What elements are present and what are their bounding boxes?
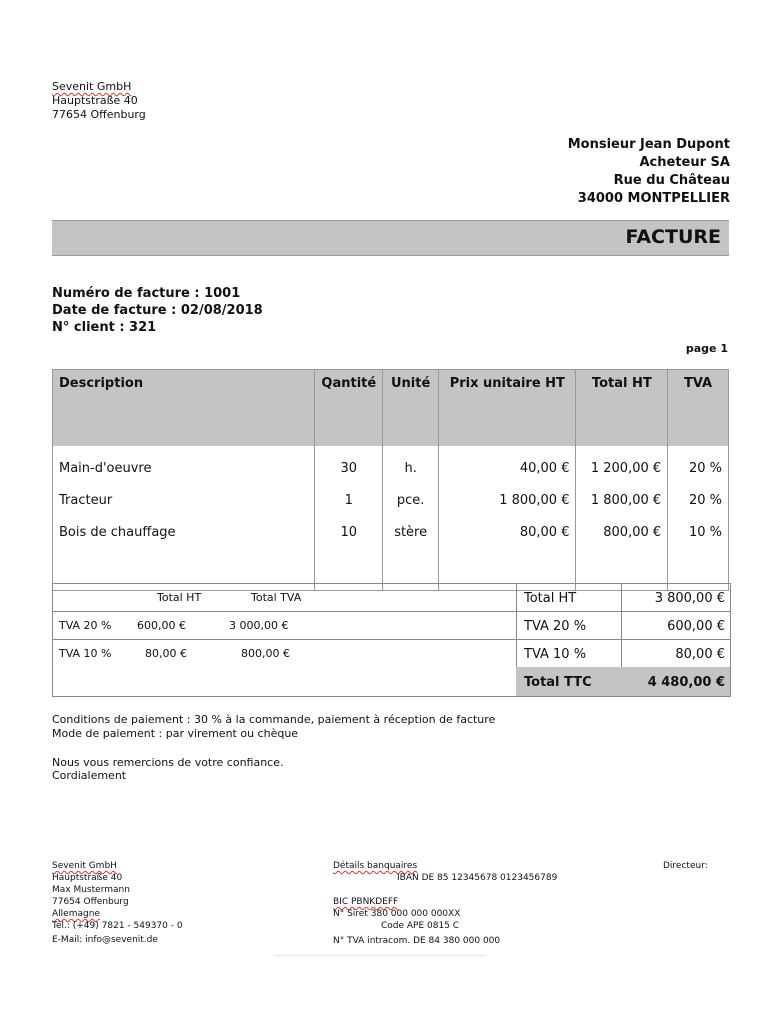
totals-divider (53, 611, 730, 612)
vat-row-total-ht: 80,00 € (145, 647, 187, 660)
summary-ttc-label: Total TTC (524, 675, 592, 690)
cell-unit-price: 1 800,00 € (439, 484, 576, 516)
cell-unit-price: 80,00 € (439, 516, 576, 548)
footer-rule (274, 955, 486, 956)
summary-tva10-label: TVA 10 % (524, 647, 587, 662)
invoice-meta (52, 285, 263, 336)
footer-bank-title: Détails banquaires (333, 861, 418, 871)
recipient-company: Acheteur SA (639, 155, 730, 170)
footer-street: Hauptstraße 40 (52, 873, 123, 883)
summary-tva10-value: 80,00 € (675, 647, 725, 662)
vat-row-total-ht: 600,00 € (137, 619, 186, 632)
footer-company: Sevenit GmbH (52, 861, 117, 871)
vat-row-label: TVA 20 % (59, 619, 112, 632)
table-row (53, 446, 729, 484)
footer-director (663, 860, 708, 872)
payment-terms: Conditions de paiement : 30 % à la commande, paiement à réception de facture (52, 713, 496, 726)
invoice-number: Numéro de facture : 1001 (52, 286, 241, 301)
regards-line: Cordialement (52, 769, 127, 782)
cell-description: Main-d'oeuvre (59, 460, 152, 476)
cell-description: Bois de chauffage (59, 524, 176, 540)
summary-total-ht-value: 3 800,00 € (654, 591, 725, 606)
footer-country: Allemagne (52, 909, 100, 919)
sender-city: 77654 Offenburg (52, 108, 146, 121)
footer-person: Max Mustermann (52, 885, 130, 895)
items-table (52, 369, 729, 591)
cell-description: Tracteur (59, 492, 113, 508)
summary-tva20-label: TVA 20 % (524, 619, 587, 634)
footer-phone: Tél.: (+49) 7821 - 549370 - 0 (52, 921, 183, 931)
invoice-date: Date de facture : 02/08/2018 (52, 303, 263, 318)
document-title: FACTURE (625, 226, 721, 248)
col-header-unit-price: Prix unitaire HT (439, 370, 576, 447)
cell-quantity: 10 (315, 516, 383, 548)
footer-director-label: Directeur: (663, 861, 708, 871)
col-header-description: Description (53, 370, 315, 447)
footer-ape: Code APE 0815 C (381, 921, 460, 931)
sender-street: Hauptstraße 40 (52, 94, 138, 107)
col-header-tva: TVA (668, 370, 729, 447)
cell-quantity: 30 (315, 446, 383, 484)
sender-company: Sevenit GmbH (52, 80, 132, 93)
cell-quantity: 1 (315, 484, 383, 516)
thanks-line: Nous vous remercions de votre confiance. (52, 756, 284, 769)
footer-siret: N° Siret 380 000 000 000XX (333, 909, 461, 919)
cell-tva: 10 % (668, 516, 729, 548)
recipient-name: Monsieur Jean Dupont (567, 137, 730, 152)
col-header-unit: Unité (383, 370, 439, 447)
sender-address (52, 80, 146, 122)
summary-ttc-value: 4 480,00 € (647, 675, 725, 690)
payment-mode: Mode de paiement : par virement ou chèque (52, 727, 299, 740)
table-row (53, 484, 729, 516)
footer-bank-info (333, 860, 557, 947)
cell-unit: pce. (383, 484, 439, 516)
col-header-total-ht: Total HT (576, 370, 668, 447)
summary-total-ht-label: Total HT (524, 591, 577, 606)
footer-iban: IBAN DE 85 12345678 0123456789 (397, 873, 558, 883)
vat-row-total-tva: 3 000,00 € (229, 619, 289, 632)
vat-row-label: TVA 10 % (59, 647, 112, 660)
cell-unit: stère (383, 516, 439, 548)
col-header-quantity: Qantité (315, 370, 383, 447)
totals-divider (53, 639, 730, 640)
page-number: page 1 (685, 342, 728, 355)
payment-conditions (52, 713, 495, 741)
recipient-city: 34000 MONTPELLIER (577, 191, 730, 206)
cell-tva: 20 % (668, 484, 729, 516)
footer-tva-intracom: N° TVA intracom. DE 84 380 000 000 (333, 936, 501, 946)
footer-city: 77654 Offenburg (52, 897, 129, 907)
recipient-street: Rue du Château (613, 173, 730, 188)
client-number: N° client : 321 (52, 320, 157, 335)
footer-company-info (52, 860, 183, 946)
table-row (53, 516, 729, 548)
footer-email[interactable]: E-Mail: info@sevenit.de (52, 935, 158, 945)
items-header-row (53, 370, 729, 447)
vat-header-total-ht: Total HT (157, 591, 202, 604)
summary-tva20-value: 600,00 € (667, 619, 725, 634)
footer-bic: BIC PBNKDEFF (333, 897, 399, 907)
cell-tva: 20 % (668, 446, 729, 484)
cell-total-ht: 1 800,00 € (576, 484, 668, 516)
cell-unit-price: 40,00 € (439, 446, 576, 484)
document-title-bar (52, 220, 729, 256)
closing-text (52, 756, 284, 782)
vat-header-total-tva: Total TVA (251, 591, 302, 604)
totals-box (52, 583, 731, 697)
vat-row-total-tva: 800,00 € (241, 647, 290, 660)
cell-unit: h. (383, 446, 439, 484)
cell-total-ht: 1 200,00 € (576, 446, 668, 484)
footer-gap (333, 884, 557, 896)
cell-total-ht: 800,00 € (576, 516, 668, 548)
recipient-address (568, 136, 730, 208)
